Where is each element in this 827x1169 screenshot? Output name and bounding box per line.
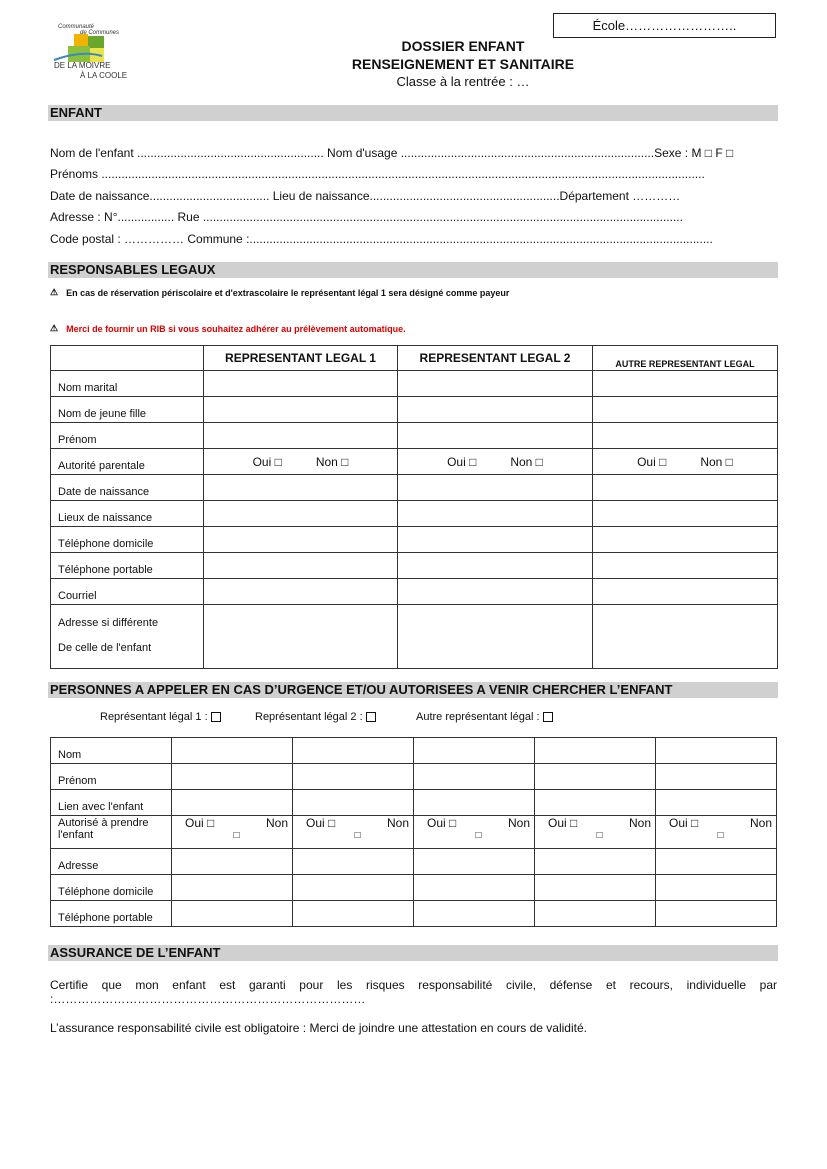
warning-rib: Merci de fournir un RIB si vous souhaitez adhérer au prélèvement automatique. xyxy=(66,323,406,334)
input-cell[interactable] xyxy=(535,790,656,816)
input-cell[interactable] xyxy=(414,764,535,790)
input-cell[interactable] xyxy=(535,875,656,901)
input-cell[interactable] xyxy=(593,527,778,553)
row-label: Autorité parentale xyxy=(51,449,204,475)
input-cell[interactable] xyxy=(172,901,293,927)
input-cell[interactable] xyxy=(204,527,398,553)
checkbox[interactable] xyxy=(211,712,221,722)
section-responsables: RESPONSABLES LEGAUX xyxy=(48,262,778,278)
row-label: De celle de l'enfant xyxy=(58,641,152,654)
input-cell[interactable] xyxy=(593,397,778,423)
row-label: Nom de jeune fille xyxy=(51,397,204,423)
input-cell[interactable] xyxy=(172,764,293,790)
input-cell[interactable] xyxy=(204,553,398,579)
input-cell[interactable] xyxy=(593,423,778,449)
option-rep2: Représentant légal 2 : xyxy=(255,711,363,723)
section-enfant: ENFANT xyxy=(48,105,778,121)
input-cell[interactable] xyxy=(535,764,656,790)
row-label: Courriel xyxy=(51,579,204,605)
warning-payeur: En cas de réservation périscolaire et d'extrascolaire le représentant légal 1 sera désigné comme payeur xyxy=(66,287,510,298)
adresse-line[interactable]: Adresse : N°................. Rue ................................................................................................................................................ xyxy=(50,210,683,224)
input-cell[interactable] xyxy=(656,764,777,790)
row-label: Lieux de naissance xyxy=(51,501,204,527)
input-cell[interactable] xyxy=(204,371,398,397)
non-checkbox: □ xyxy=(354,830,361,841)
naissance-line[interactable]: Date de naissance.................................... Lieu de naissance.........................................................Département ………… xyxy=(50,189,681,203)
code-postal-line[interactable]: Code postal : …………… Commune :........................................................................................................................................... xyxy=(50,232,713,246)
input-cell[interactable] xyxy=(398,579,593,605)
assurance-note: L’assurance responsabilité civile est obligatoire : Merci de joindre une attestation en cours de validité. xyxy=(50,1021,587,1035)
oui-checkbox: Oui □ xyxy=(252,454,282,469)
input-cell[interactable] xyxy=(172,738,293,764)
row-label: Adresse xyxy=(51,849,172,875)
row-label: Prénom xyxy=(51,423,204,449)
oui-checkbox: Oui □ xyxy=(637,454,667,469)
input-cell[interactable] xyxy=(172,849,293,875)
non-checkbox: Non □ xyxy=(700,454,733,469)
ecole-field[interactable]: École…………………….. xyxy=(553,13,776,38)
warning-icon: ⚠ xyxy=(50,287,59,297)
input-cell[interactable] xyxy=(398,397,593,423)
assurance-text: Certifie que mon enfant est garanti pour les risques responsabilité civile, défense et recours, individuelle par :…………………………………………………………………… xyxy=(50,978,777,1006)
input-cell[interactable] xyxy=(204,501,398,527)
input-cell[interactable] xyxy=(204,475,398,501)
non-checkbox: □ xyxy=(233,830,240,841)
logo xyxy=(52,20,136,82)
input-cell[interactable] xyxy=(535,901,656,927)
input-cell[interactable] xyxy=(204,397,398,423)
input-cell[interactable] xyxy=(593,553,778,579)
row-label: Date de naissance xyxy=(51,475,204,501)
col-rep1: REPRESENTANT LEGAL 1 xyxy=(204,346,398,371)
row-label: Prénom xyxy=(51,764,172,790)
section-assurance: ASSURANCE DE L’ENFANT xyxy=(48,945,778,961)
input-cell[interactable] xyxy=(398,553,593,579)
checkbox[interactable] xyxy=(543,712,553,722)
row-label: Nom marital xyxy=(51,371,204,397)
input-cell[interactable] xyxy=(293,901,414,927)
input-cell[interactable] xyxy=(414,849,535,875)
row-label: Lien avec l'enfant xyxy=(51,790,172,816)
svg-text:de Communes: de Communes xyxy=(80,30,120,36)
input-cell[interactable] xyxy=(656,738,777,764)
input-cell[interactable] xyxy=(398,371,593,397)
responsables-table xyxy=(50,345,778,669)
input-cell[interactable] xyxy=(398,423,593,449)
section-urgence: PERSONNES A APPELER EN CAS D’URGENCE ET/OU AUTORISEES A VENIR CHERCHER L’ENFANT xyxy=(48,682,778,698)
input-cell[interactable] xyxy=(293,764,414,790)
col-rep2: REPRESENTANT LEGAL 2 xyxy=(398,346,593,371)
input-cell[interactable] xyxy=(593,371,778,397)
col-autre: AUTRE REPRESENTANT LEGAL xyxy=(593,346,778,371)
svg-text:À LA COOLE: À LA COOLE xyxy=(80,71,128,80)
non-checkbox: □ xyxy=(475,830,482,841)
checkbox[interactable] xyxy=(366,712,376,722)
input-cell[interactable] xyxy=(414,790,535,816)
row-label: Téléphone portable xyxy=(51,553,204,579)
non-label: Non xyxy=(265,816,288,830)
input-cell[interactable] xyxy=(593,579,778,605)
input-cell[interactable] xyxy=(593,475,778,501)
warning-icon: ⚠ xyxy=(50,323,59,333)
oui-checkbox: Oui □ xyxy=(185,816,215,830)
prenoms-line[interactable]: Prénoms ..................................................................................................................................................................................... xyxy=(50,167,705,181)
non-checkbox: Non □ xyxy=(510,454,543,469)
row-label: Nom xyxy=(51,738,172,764)
input-cell[interactable] xyxy=(414,875,535,901)
input-cell[interactable] xyxy=(398,501,593,527)
input-cell[interactable] xyxy=(398,527,593,553)
input-cell[interactable] xyxy=(204,579,398,605)
non-label: Non xyxy=(749,816,772,830)
input-cell[interactable] xyxy=(656,849,777,875)
input-cell[interactable] xyxy=(172,790,293,816)
row-label: Adresse si différente xyxy=(58,616,159,629)
input-cell[interactable] xyxy=(293,790,414,816)
input-cell[interactable] xyxy=(293,849,414,875)
option-autre: Autre représentant légal : xyxy=(416,711,540,723)
input-cell[interactable] xyxy=(656,875,777,901)
non-label: Non xyxy=(628,816,651,830)
nom-enfant-line[interactable]: Nom de l'enfant ........................................................ Nom d'usage ............................................................................Sexe : M □ F □ xyxy=(50,146,734,160)
input-cell[interactable] xyxy=(172,875,293,901)
input-cell[interactable] xyxy=(414,738,535,764)
input-cell[interactable] xyxy=(593,501,778,527)
input-cell[interactable] xyxy=(656,790,777,816)
input-cell[interactable] xyxy=(293,738,414,764)
classe: Classe à la rentrée : … xyxy=(396,74,530,89)
svg-text:DE LA MOIVRE: DE LA MOIVRE xyxy=(54,61,111,70)
non-checkbox: □ xyxy=(717,830,724,841)
urgence-table xyxy=(50,737,777,927)
subtitle: RENSEIGNEMENT ET SANITAIRE xyxy=(351,56,575,72)
non-label: Non xyxy=(507,816,530,830)
oui-checkbox: Oui □ xyxy=(427,816,457,830)
non-checkbox: □ xyxy=(596,830,603,841)
non-label: Non xyxy=(386,816,409,830)
input-cell[interactable] xyxy=(656,901,777,927)
input-cell[interactable] xyxy=(535,738,656,764)
option-rep1: Représentant légal 1 : xyxy=(100,711,208,723)
oui-checkbox: Oui □ xyxy=(447,454,477,469)
input-cell[interactable] xyxy=(398,475,593,501)
input-cell[interactable] xyxy=(204,423,398,449)
oui-checkbox: Oui □ xyxy=(669,816,699,830)
row-label: Autorisé à prendre l'enfant xyxy=(51,816,172,849)
row-label: Téléphone portable xyxy=(51,901,172,927)
oui-checkbox: Oui □ xyxy=(306,816,336,830)
oui-checkbox: Oui □ xyxy=(548,816,578,830)
input-cell[interactable] xyxy=(414,901,535,927)
row-label: Téléphone domicile xyxy=(51,875,172,901)
svg-text:Communauté: Communauté xyxy=(58,24,95,30)
input-cell[interactable] xyxy=(535,849,656,875)
title: DOSSIER ENFANT xyxy=(401,38,525,54)
input-cell[interactable] xyxy=(293,875,414,901)
non-checkbox: Non □ xyxy=(315,454,349,469)
row-label: Téléphone domicile xyxy=(51,527,204,553)
